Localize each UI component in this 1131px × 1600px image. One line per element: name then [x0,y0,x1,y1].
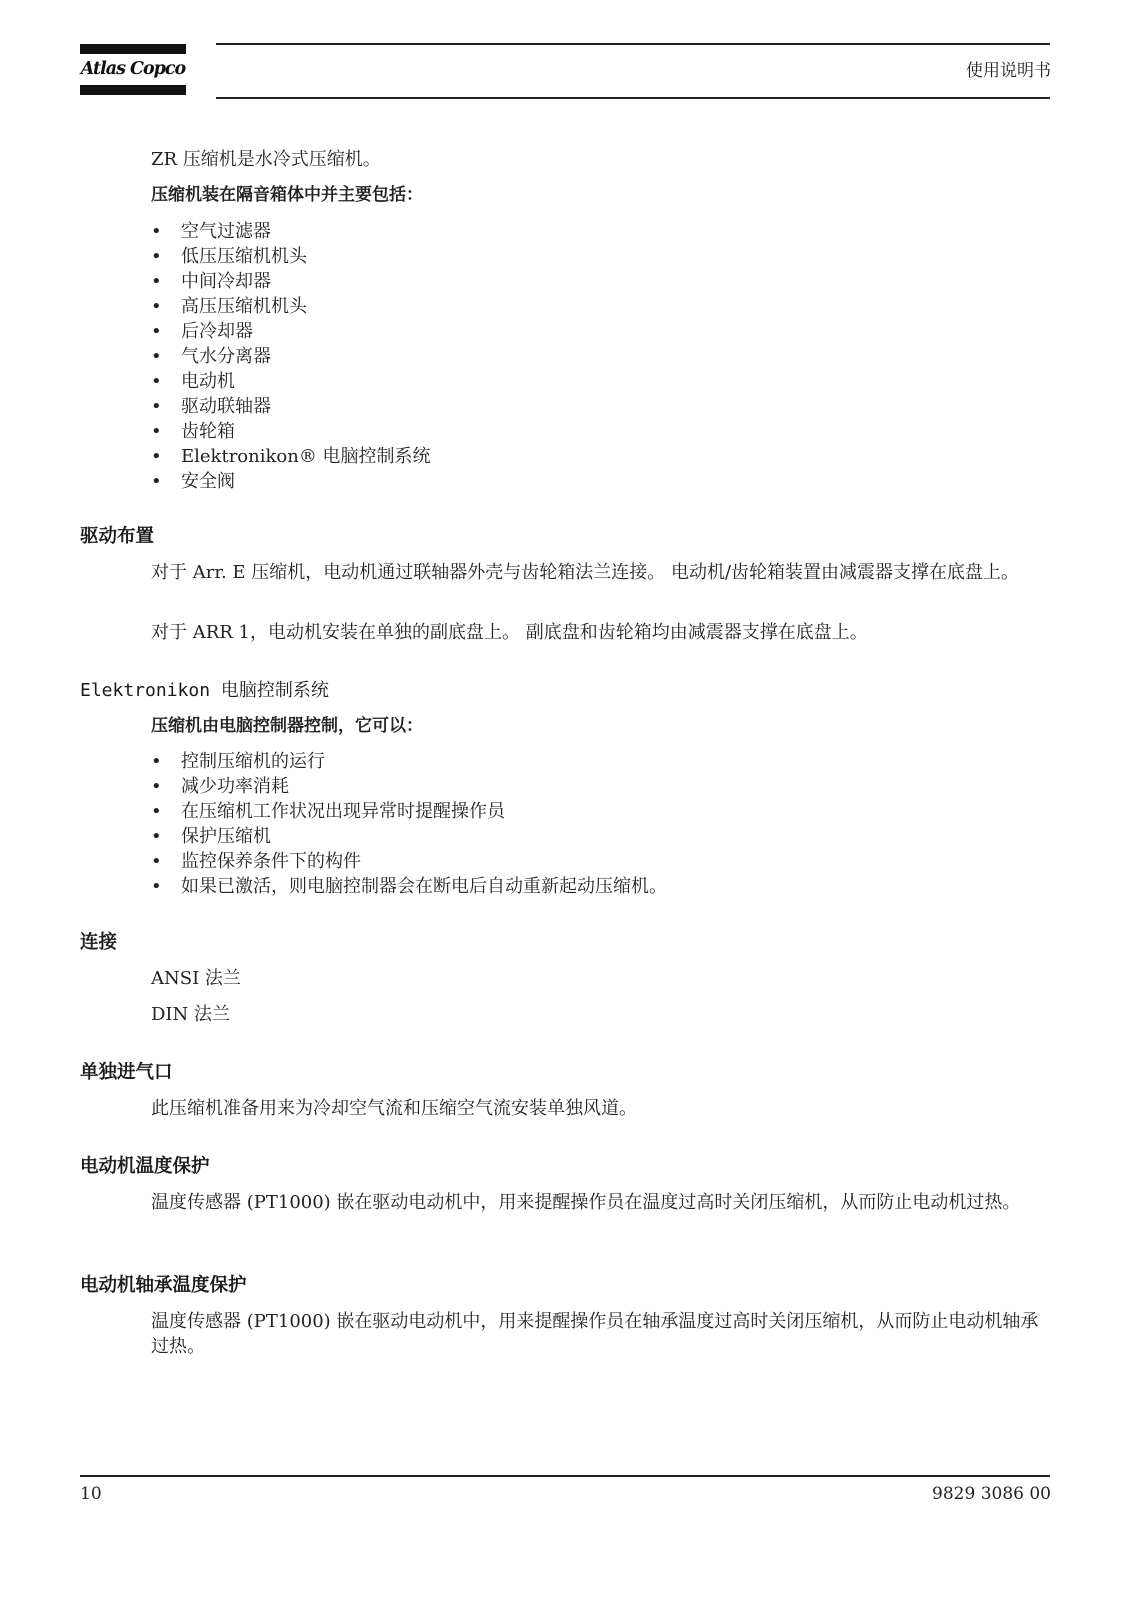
list-item: • 高压压缩机机头 [151,296,307,317]
bullet-icon: • [151,221,162,242]
bullet-icon: • [151,296,162,317]
logo-text: Atlas Copco [80,59,186,79]
functions-list [151,749,667,899]
list-item: • 安全阀 [151,471,235,492]
document-type: 使用说明书 [966,61,1051,81]
logo-bar-bottom [80,85,186,95]
bullet-icon: • [151,876,162,897]
list-item: • 保护压缩机 [151,826,271,847]
elektronikon-lead: 压缩机由电脑控制器控制，它可以： [151,716,423,736]
bullet-icon: • [151,776,162,797]
list-item: • 低压压缩机机头 [151,246,307,267]
inlet-paragraph: 此压缩机准备用来为冷却空气流和压缩空气流安装单独风道。 [151,1098,637,1119]
bullet-icon: • [151,446,162,467]
connection-din: DIN 法兰 [151,1004,231,1025]
section-heading-motor-temp: 电动机温度保护 [80,1156,210,1177]
section-heading-drive: 驱动布置 [80,526,155,547]
connection-ansi: ANSI 法兰 [151,968,241,989]
bearing-temp-paragraph: 温度传感器 (PT1000) 嵌在驱动电动机中，用来提醒操作员在轴承温度过高时关闭压缩机，从而防止电动机轴承过热。 [151,1311,1039,1357]
bullet-icon: • [151,801,162,822]
list-item: • 控制压缩机的运行 [151,751,325,772]
bullet-icon: • [151,851,162,872]
list-item: • 减少功率消耗 [151,776,289,797]
motor-temp-paragraph: 温度传感器 (PT1000) 嵌在驱动电动机中，用来提醒操作员在温度过高时关闭压缩机，从而防止电动机过热。 [151,1192,1021,1213]
section-heading-inlet: 单独进气口 [80,1062,173,1083]
list-item: • 监控保养条件下的构件 [151,851,361,872]
list-item: • 中间冷却器 [151,271,271,292]
components-list [151,219,431,494]
list-item: • 在压缩机工作状况出现异常时提醒操作员 [151,801,505,822]
list-item: • 齿轮箱 [151,421,235,442]
list-item: • 气水分离器 [151,346,271,367]
footer-rule [80,1475,1050,1477]
drive-paragraph-2: 对于 ARR 1，电动机安装在单独的副底盘上。 副底盘和齿轮箱均由减震器支撑在底盘上。 [151,622,868,643]
intro-lead: 压缩机装在隔音箱体中并主要包括： [151,185,423,205]
section-heading-connections: 连接 [80,932,118,953]
list-item: • 后冷却器 [151,321,253,342]
intro-line: ZR 压缩机是水冷式压缩机。 [151,149,381,170]
bullet-icon: • [151,346,162,367]
section-heading-elektronikon: Elektronikon 电脑控制系统 [80,680,329,701]
bullet-icon: • [151,751,162,772]
list-item: • 空气过滤器 [151,221,271,242]
page-number: 10 [80,1484,102,1504]
list-item: • 驱动联轴器 [151,396,271,417]
bullet-icon: • [151,271,162,292]
header-rule-bottom [216,97,1050,99]
bullet-icon: • [151,471,162,492]
header-rule-top [216,43,1050,45]
drive-paragraph-1: 对于 Arr. E 压缩机，电动机通过联轴器外壳与齿轮箱法兰连接。 电动机/齿轮箱装置由减震器支撑在底盘上。 [151,562,1020,583]
bullet-icon: • [151,321,162,342]
bullet-icon: • [151,826,162,847]
list-item: • 电动机 [151,371,235,392]
bullet-icon: • [151,371,162,392]
bullet-icon: • [151,246,162,267]
list-item: • Elektronikon® 电脑控制系统 [151,446,431,467]
bullet-icon: • [151,421,162,442]
atlas-copco-logo [80,44,186,96]
list-item: • 如果已激活，则电脑控制器会在断电后自动重新起动压缩机。 [151,876,667,897]
bullet-icon: • [151,396,162,417]
section-heading-bearing-temp: 电动机轴承温度保护 [80,1275,247,1296]
logo-bar-top [80,44,186,54]
document-number: 9829 3086 00 [932,1484,1051,1504]
